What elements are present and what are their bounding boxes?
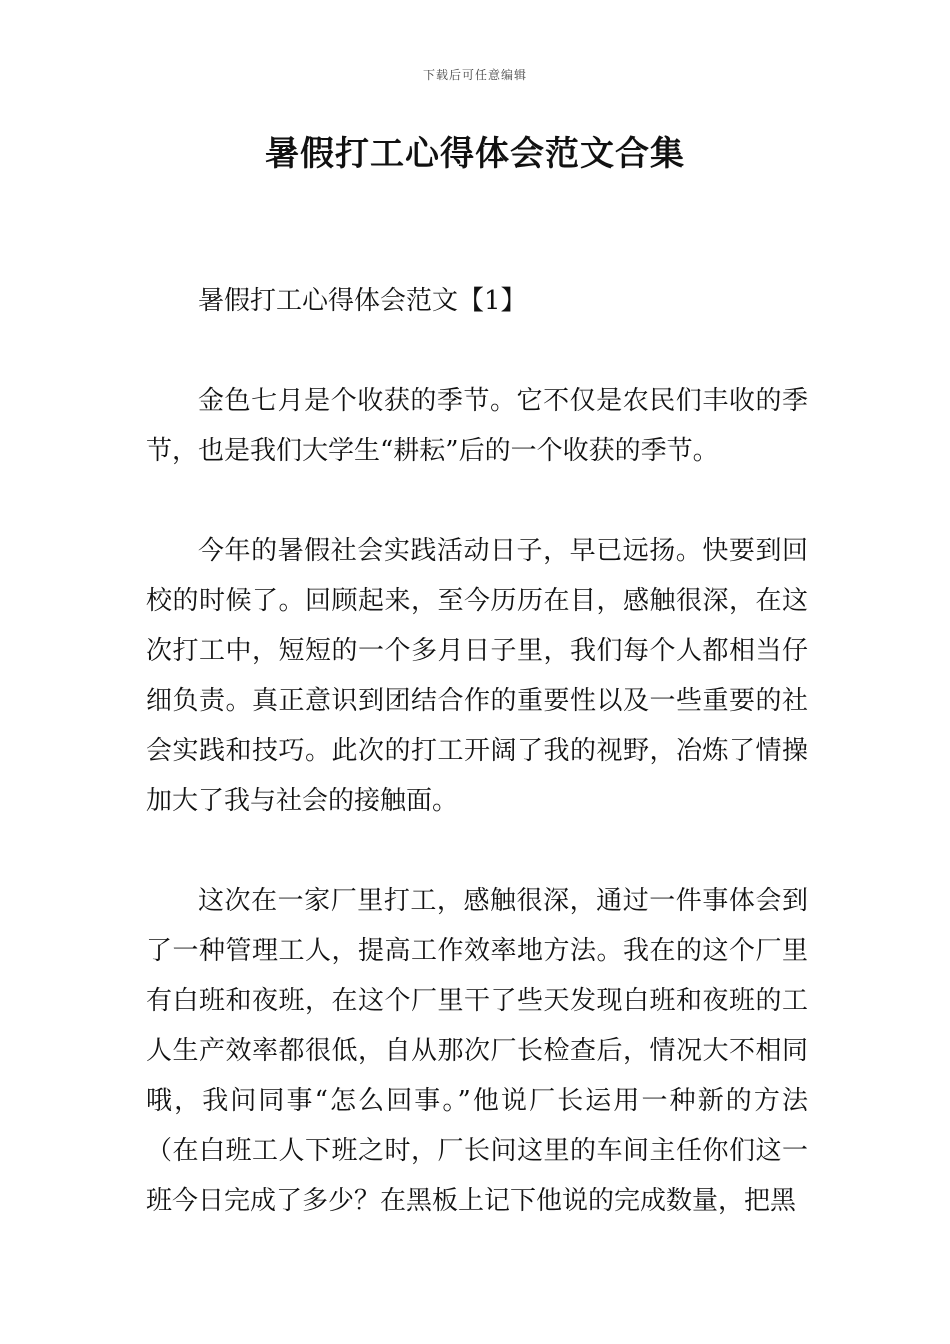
paragraph-1: 金色七月是个收获的季节。它不仅是农民们丰收的季节，也是我们大学生“耕耘”后的一个收获的季节。: [146, 386, 808, 466]
header-note: 下载后可任意编辑: [422, 68, 527, 82]
section-heading: 暑假打工心得体会范文【1】: [198, 286, 527, 316]
document-title: 暑假打工心得体会范文合集: [265, 134, 685, 174]
paragraph-3: 这次在一家厂里打工，感触很深，通过一件事体会到了一种管理工人，提高工作效率地方法。我在的这个厂里有白班和夜班，在这个厂里干了些天发现白班和夜班的工人生产效率都很低，自从那次厂长检查后，情况大不相同哦，我问同事“怎么回事。”他说厂长运用一种新的方法（在白班工人下班之时，厂长问这里的车间主任你们这一班今日完成了多少？在黑板上记下他说的完成数量，把黑: [146, 886, 808, 1216]
paragraph-2: 今年的暑假社会实践活动日子，早已远扬。快要到回校的时候了。回顾起来，至今历历在目，感触很深，在这次打工中，短短的一个多月日子里，我们每个人都相当仔细负责。真正意识到团结合作的重要性以及一些重要的社会实践和技巧。此次的打工开阔了我的视野，冶炼了情操加大了我与社会的接触面。: [146, 536, 808, 816]
